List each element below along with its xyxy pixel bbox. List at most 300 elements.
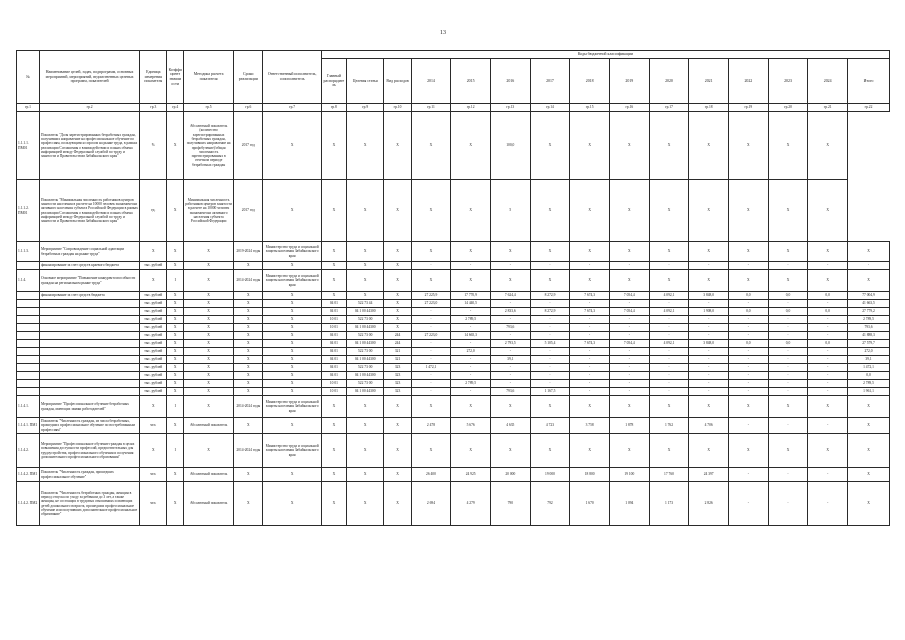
table-cell: 4 092,1 xyxy=(649,340,689,348)
header-kcsr: Целевая статья xyxy=(346,59,384,104)
table-cell: I xyxy=(167,396,184,418)
table-cell: X xyxy=(167,316,184,324)
table-cell: 0,0 xyxy=(768,340,808,348)
table-cell: 18 800 xyxy=(570,468,610,482)
table-cell: - xyxy=(411,324,451,332)
table-cell: X xyxy=(184,340,234,348)
table-cell: - xyxy=(570,380,610,388)
table-cell: - xyxy=(729,356,769,364)
table-cell: - xyxy=(689,356,729,364)
header-year: 2015 xyxy=(451,59,491,104)
table-cell: 04 01 xyxy=(321,340,346,348)
header-deadline: Сроки реализации xyxy=(234,51,263,104)
table-row xyxy=(17,324,890,332)
table-cell: - xyxy=(411,316,451,324)
table-cell: X xyxy=(530,396,570,418)
table-cell: - xyxy=(689,388,729,396)
header-year: 2021 xyxy=(689,59,729,104)
table-cell: X xyxy=(321,482,346,526)
table-cell: X xyxy=(167,300,184,308)
table-row xyxy=(17,380,890,388)
group-number-cell: гр.3 xyxy=(140,104,167,112)
table-cell: 04 01 xyxy=(321,364,346,372)
table-cell: - xyxy=(451,262,491,270)
table-cell: X xyxy=(234,348,263,356)
table-cell: 323 xyxy=(384,380,411,388)
table-cell: 522 73 00 xyxy=(346,364,384,372)
table-cell: - xyxy=(689,316,729,324)
table-cell: 04 1 00 44300 xyxy=(346,388,384,396)
row-number-cell: 1.1.4.2. ПМ1 xyxy=(17,468,40,482)
row-number-cell xyxy=(17,340,40,348)
table-cell: 7 624,4 xyxy=(490,292,530,300)
table-cell: - xyxy=(808,364,848,372)
row-number-cell xyxy=(17,262,40,270)
table-cell: X xyxy=(263,300,321,308)
table-cell: 7 054,4 xyxy=(609,308,649,316)
table-cell: 3 848,0 xyxy=(689,340,729,348)
table-cell: - xyxy=(808,380,848,388)
table-cell: тыс. рублей xyxy=(140,364,167,372)
table-cell: 41 888,3 xyxy=(848,332,890,340)
table-cell: X xyxy=(184,262,234,270)
table-cell: 1 173 xyxy=(649,482,689,526)
table-cell: Абсолютный показатель xyxy=(184,482,234,526)
table-cell: - xyxy=(808,356,848,364)
table-cell: X xyxy=(808,242,848,262)
table-cell: X xyxy=(530,270,570,292)
table-cell: - xyxy=(768,388,808,396)
table-cell: 2017 год xyxy=(234,180,263,242)
table-cell: X xyxy=(234,324,263,332)
header-year: 2017 xyxy=(530,59,570,104)
table-cell: X xyxy=(263,348,321,356)
table-cell: - xyxy=(649,300,689,308)
row-number-cell: 1.1.1.1. ПМ01 xyxy=(17,112,40,180)
table-cell: - xyxy=(530,356,570,364)
table-cell: X xyxy=(384,112,411,180)
table-cell: X xyxy=(649,396,689,418)
table-cell: X xyxy=(167,468,184,482)
table-cell: 0,0 xyxy=(729,308,769,316)
table-cell: - xyxy=(609,348,649,356)
group-number-cell: гр.10 xyxy=(384,104,411,112)
table-cell: X xyxy=(184,372,234,380)
table-cell: 24 925 xyxy=(451,468,491,482)
table-cell: X xyxy=(263,262,321,270)
table-cell: X xyxy=(346,292,384,300)
table-cell: - xyxy=(729,316,769,324)
table-cell: X xyxy=(321,396,346,418)
table-cell: 10 01 xyxy=(321,388,346,396)
table-cell: X xyxy=(649,242,689,262)
table-cell: - xyxy=(451,308,491,316)
table-cell: X xyxy=(346,270,384,292)
table-cell: X xyxy=(263,324,321,332)
header-name: Наименование целей, задач, подпрограмм, основных мероприятий, мероприятий, ведомственных целевых программ, показателей xyxy=(39,51,139,104)
table-cell: 2 789,5 xyxy=(451,380,491,388)
table-cell: X xyxy=(384,482,411,526)
row-name-cell xyxy=(39,308,139,316)
header-year: 2024 xyxy=(808,59,848,104)
table-cell: 7 054,4 xyxy=(609,340,649,348)
table-cell: тыс. рублей xyxy=(140,380,167,388)
row-name-cell xyxy=(39,316,139,324)
table-cell: X xyxy=(689,180,729,242)
table-cell: - xyxy=(530,262,570,270)
table-cell: X xyxy=(263,380,321,388)
table-cell: X xyxy=(609,112,649,180)
table-cell: - xyxy=(570,388,610,396)
table-cell: - xyxy=(411,380,451,388)
table-cell: X xyxy=(346,180,384,242)
table-cell: 2017 год xyxy=(234,112,263,180)
table-cell: - xyxy=(768,316,808,324)
table-cell: тыс. рублей xyxy=(140,292,167,300)
table-cell: X xyxy=(184,300,234,308)
table-cell: - xyxy=(451,340,491,348)
table-cell: - xyxy=(649,262,689,270)
table-cell: - xyxy=(490,348,530,356)
table-cell: X xyxy=(848,396,890,418)
table-row xyxy=(17,434,890,468)
table-cell: X xyxy=(184,324,234,332)
table-row xyxy=(17,300,890,308)
table-cell: X xyxy=(848,418,890,434)
table-cell: - xyxy=(530,316,570,324)
table-cell: - xyxy=(689,364,729,372)
table-cell: 321 xyxy=(384,348,411,356)
table-cell: тыс. рублей xyxy=(140,332,167,340)
table-cell: X xyxy=(570,270,610,292)
table-cell: - xyxy=(729,418,769,434)
table-cell: - xyxy=(649,332,689,340)
row-number-cell xyxy=(17,308,40,316)
table-cell: X xyxy=(346,434,384,468)
table-cell: X xyxy=(263,292,321,300)
table-cell: X xyxy=(384,418,411,434)
table-cell: тыс. рублей xyxy=(140,388,167,396)
table-row xyxy=(17,348,890,356)
header-year: 2016 xyxy=(490,59,530,104)
table-cell: 793,6 xyxy=(848,324,890,332)
table-cell: X xyxy=(321,262,346,270)
table-cell: X xyxy=(768,180,808,242)
table-cell: - xyxy=(411,372,451,380)
table-cell: X xyxy=(234,262,263,270)
group-number-cell: гр.9 xyxy=(346,104,384,112)
table-cell: X xyxy=(263,418,321,434)
row-number-cell xyxy=(17,380,40,388)
group-number-cell: гр.8 xyxy=(321,104,346,112)
table-cell: X xyxy=(184,396,234,418)
table-cell: X xyxy=(384,242,411,262)
table-cell: 4 635 xyxy=(490,418,530,434)
table-cell: - xyxy=(808,348,848,356)
table-cell: X xyxy=(184,292,234,300)
table-cell: X xyxy=(234,340,263,348)
table-cell: - xyxy=(768,482,808,526)
table-cell: X xyxy=(848,482,890,526)
table-cell: - xyxy=(689,324,729,332)
row-name-cell xyxy=(39,356,139,364)
table-cell: X xyxy=(234,300,263,308)
table-cell: I xyxy=(167,270,184,292)
table-cell: 3 758 xyxy=(570,418,610,434)
table-cell: - xyxy=(570,356,610,364)
table-cell: - xyxy=(768,262,808,270)
page-number: 13 xyxy=(440,30,446,36)
table-cell: 1 908,0 xyxy=(689,308,729,316)
table-cell: - xyxy=(768,468,808,482)
table-cell: X xyxy=(649,112,689,180)
table-cell: X xyxy=(530,180,570,242)
table-cell: - xyxy=(808,372,848,380)
table-cell: - xyxy=(729,348,769,356)
table-cell: X xyxy=(263,112,321,180)
table-cell: X xyxy=(768,396,808,418)
table-cell: X xyxy=(570,434,610,468)
table-cell: X xyxy=(649,180,689,242)
table-cell: - xyxy=(609,262,649,270)
table-cell: 04 01 xyxy=(321,348,346,356)
table-cell: X xyxy=(808,180,848,242)
group-number-cell: гр.5 xyxy=(184,104,234,112)
table-cell: - xyxy=(649,348,689,356)
group-number-cell: гр.7 xyxy=(263,104,321,112)
table-cell: X xyxy=(346,262,384,270)
table-cell: 522 73 44 xyxy=(346,300,384,308)
table-cell: 5 105,4 xyxy=(530,340,570,348)
table-cell: - xyxy=(530,364,570,372)
table-cell: X xyxy=(384,324,411,332)
header-coefficient: Коэффициент значимости xyxy=(167,51,184,104)
table-cell: 2 478 xyxy=(411,418,451,434)
table-cell: X xyxy=(609,270,649,292)
table-cell: X xyxy=(411,242,451,262)
table-cell: X xyxy=(384,180,411,242)
table-row xyxy=(17,262,890,270)
table-cell: 272,0 xyxy=(848,348,890,356)
table-cell: - xyxy=(649,316,689,324)
table-cell: X xyxy=(609,180,649,242)
table-cell: - xyxy=(411,356,451,364)
table-cell: X xyxy=(689,242,729,262)
table-cell: - xyxy=(768,380,808,388)
table-cell: 04 1 00 44300 xyxy=(346,340,384,348)
table-cell: 244 xyxy=(384,340,411,348)
table-cell: 10 01 xyxy=(321,324,346,332)
group-number-cell: гр.20 xyxy=(768,104,808,112)
table-cell: - xyxy=(490,364,530,372)
table-cell: - xyxy=(570,364,610,372)
row-number-cell: 1.1.1.2. ПМ01 xyxy=(17,180,40,242)
table-cell: 04 1 00 44300 xyxy=(346,324,384,332)
table-cell: - xyxy=(490,300,530,308)
table-cell: X xyxy=(321,434,346,468)
table-cell: тыс. рублей xyxy=(140,348,167,356)
table-cell: 5 676 xyxy=(451,418,491,434)
table-cell: X xyxy=(263,316,321,324)
table-cell: Министерство труда и социальной защиты населения Забайкальского края xyxy=(263,434,321,468)
table-cell: X xyxy=(263,482,321,526)
table-cell: 7 054,4 xyxy=(609,292,649,300)
table-cell: - xyxy=(411,348,451,356)
header-funding-group: Коды бюджетной классификации xyxy=(321,51,889,59)
table-cell: - xyxy=(490,332,530,340)
row-number-cell xyxy=(17,332,40,340)
table-cell: 2014-2024 годы xyxy=(234,434,263,468)
table-cell: X xyxy=(263,372,321,380)
table-cell: X xyxy=(729,396,769,418)
group-number-cell: гр.13 xyxy=(490,104,530,112)
table-cell: 323 xyxy=(384,364,411,372)
table-cell: X xyxy=(346,112,384,180)
table-cell: X xyxy=(570,396,610,418)
group-number-cell: гр.1 xyxy=(17,104,40,112)
table-cell: X xyxy=(263,180,321,242)
table-cell: X xyxy=(848,434,890,468)
table-row xyxy=(17,468,890,482)
table-cell: тыс. рублей xyxy=(140,316,167,324)
table-cell: 10 01 xyxy=(321,380,346,388)
table-cell: X xyxy=(729,434,769,468)
table-row xyxy=(17,112,890,180)
table-cell: 4 706 xyxy=(689,418,729,434)
table-cell: X xyxy=(234,372,263,380)
table-cell: - xyxy=(689,380,729,388)
table-cell: - xyxy=(808,418,848,434)
table-cell: - xyxy=(729,482,769,526)
table-cell: 1 094 xyxy=(609,482,649,526)
table-cell: - xyxy=(768,348,808,356)
table-cell: - xyxy=(530,372,570,380)
table-cell: X xyxy=(530,434,570,468)
group-number-cell: гр.12 xyxy=(451,104,491,112)
table-cell: X xyxy=(167,356,184,364)
table-cell: X xyxy=(184,270,234,292)
table-cell: X xyxy=(321,180,346,242)
table-cell: 1 472,1 xyxy=(411,364,451,372)
table-cell: 17 770,9 xyxy=(451,292,491,300)
table-cell: - xyxy=(649,356,689,364)
table-cell: - xyxy=(570,316,610,324)
table-cell: X xyxy=(609,434,649,468)
table-cell: - xyxy=(729,324,769,332)
table-cell: X xyxy=(263,332,321,340)
table-cell: X xyxy=(167,482,184,526)
table-cell: X xyxy=(689,396,729,418)
table-cell: тыс. рублей xyxy=(140,308,167,316)
table-cell: 19 100 xyxy=(609,468,649,482)
table-cell: X xyxy=(808,396,848,418)
row-name-cell: Мероприятие "Сопровождение социальной адаптации безработных граждан на рынке труда" xyxy=(39,242,139,262)
row-number-cell xyxy=(17,300,40,308)
table-cell: 2014-2024 годы xyxy=(234,396,263,418)
table-cell: - xyxy=(530,332,570,340)
table-cell: - xyxy=(729,364,769,372)
table-row xyxy=(17,396,890,418)
row-number-cell: 1.1.1.3. xyxy=(17,242,40,262)
table-cell: X xyxy=(729,242,769,262)
table-cell: X xyxy=(384,300,411,308)
table-cell: 77 004,9 xyxy=(848,292,890,300)
table-cell: X xyxy=(263,364,321,372)
table-cell: X xyxy=(234,380,263,388)
table-cell: тыс. рублей xyxy=(140,372,167,380)
table-cell: X xyxy=(808,434,848,468)
table-cell: X xyxy=(184,332,234,340)
group-number-cell: гр.15 xyxy=(570,104,610,112)
table-cell: Министерство труда и социальной защиты населения Забайкальского края xyxy=(263,270,321,292)
header-num: № xyxy=(17,51,40,104)
table-cell: X xyxy=(184,348,234,356)
table-cell: % xyxy=(140,112,167,180)
table-cell: - xyxy=(530,324,570,332)
table-cell: X xyxy=(263,308,321,316)
table-cell: - xyxy=(768,332,808,340)
table-cell: X xyxy=(321,242,346,262)
table-cell: 1 961,1 xyxy=(848,388,890,396)
table-cell: 790 xyxy=(490,482,530,526)
table-cell: Министерство труда и социальной защиты населения Забайкальского края xyxy=(263,396,321,418)
table-cell: 323 xyxy=(384,388,411,396)
table-cell: - xyxy=(729,300,769,308)
table-cell: 14 440,5 xyxy=(451,300,491,308)
table-cell: 39,1 xyxy=(490,356,530,364)
table-cell: 321 xyxy=(384,356,411,364)
table-cell: 2 694 xyxy=(411,482,451,526)
table-cell: X xyxy=(184,364,234,372)
group-number-cell: гр.2 xyxy=(39,104,139,112)
table-cell: - xyxy=(729,332,769,340)
table-cell: - xyxy=(808,300,848,308)
table-cell: Абсолютный показатель xyxy=(184,418,234,434)
table-cell: X xyxy=(167,242,184,262)
table-cell: X xyxy=(184,434,234,468)
table-cell: 793,6 xyxy=(490,388,530,396)
row-name-cell: Показатель "Доля зарегистрированных безработных граждан, получивших направление на профессиональное обучение по профессиям, пользующимся спросом на рынке труда, в рамках реализации Соглашения о взаимодействии и планах обмена информацией между Федеральной службой по труду и занятости и Правительством Забайкальского края" xyxy=(39,112,139,180)
table-cell: 14 665,3 xyxy=(451,332,491,340)
row-name-cell xyxy=(39,380,139,388)
row-name-cell xyxy=(39,372,139,380)
header-total: Итого xyxy=(848,59,890,104)
table-cell: X xyxy=(167,340,184,348)
table-cell: X xyxy=(768,270,808,292)
table-cell: 27 779,2 xyxy=(848,308,890,316)
table-cell: X xyxy=(570,180,610,242)
table-cell: - xyxy=(530,300,570,308)
header-year: 2022 xyxy=(729,59,769,104)
group-number-cell: гр.19 xyxy=(729,104,769,112)
table-cell: X xyxy=(451,434,491,468)
table-cell: X xyxy=(490,270,530,292)
table-cell: - xyxy=(570,324,610,332)
table-cell: 0,0 xyxy=(808,292,848,300)
table-cell: - xyxy=(411,262,451,270)
table-cell: X xyxy=(184,380,234,388)
table-cell: - xyxy=(729,468,769,482)
table-cell: X xyxy=(234,316,263,324)
header-year: 2018 xyxy=(570,59,610,104)
table-cell: 4 279 xyxy=(451,482,491,526)
table-cell: - xyxy=(649,324,689,332)
table-row xyxy=(17,242,890,262)
table-cell: X xyxy=(167,364,184,372)
table-cell: X xyxy=(768,112,808,180)
table-cell: - xyxy=(808,262,848,270)
row-name-cell: финансирование за счет средств краевого бюджета xyxy=(39,262,139,270)
